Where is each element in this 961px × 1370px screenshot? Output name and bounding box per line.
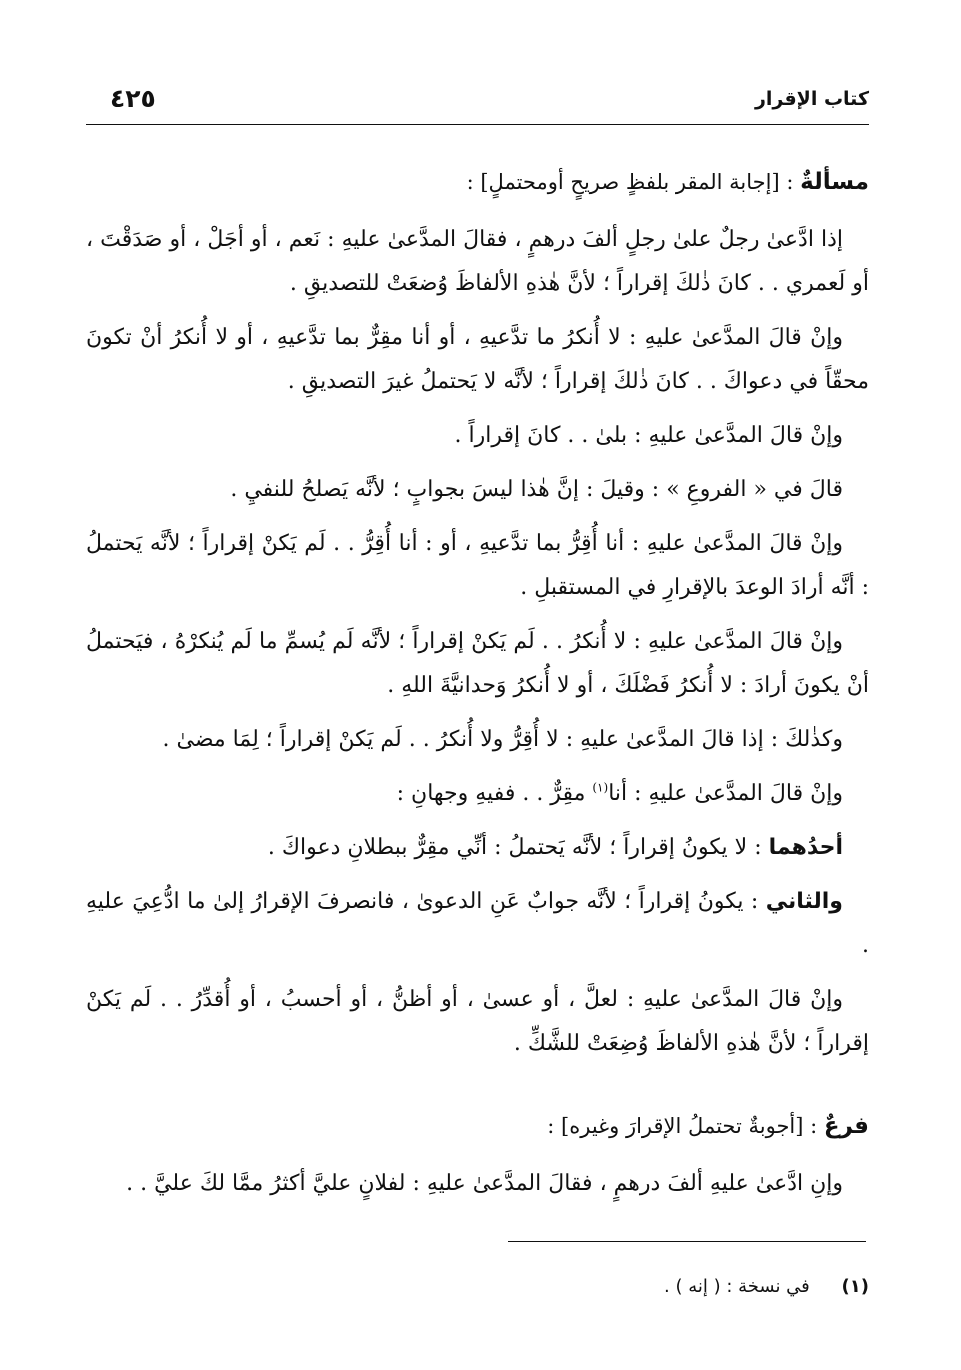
chapter-title: كتاب الإقرار <box>754 88 869 110</box>
opinion-second <box>86 880 869 968</box>
section-title: : [إجابة المقر بلفظٍ صريحٍ أومحتملٍ] : <box>466 170 794 194</box>
section-heading-masala <box>86 160 869 204</box>
opinion-text: : يكونُ إقراراً ؛ لأنَّه جوابٌ عَنِ الدعوىٰ ، فانصرفَ الإقرارُ إلىٰ ما ادُّعِيَ عليهِ . <box>86 889 869 958</box>
section-title: : [أجوبةٌ تحتملُ الإقرارَ وغيره] : <box>547 1114 818 1138</box>
opinion-label: والثاني <box>765 889 843 914</box>
paragraph: وإنْ قالَ المدَّعىٰ عليهِ : أنا أُقِرُّ بما تدَّعيهِ ، أو : أنا أُقِرُّ . . لَم يَكنْ إقراراً ؛ لأنَّه يَحتملُ : أنَّه أرادَ الوعدَ بالإقرارِ في المستقبلِ . <box>86 531 869 600</box>
main-text <box>86 160 869 1216</box>
paragraph: إذا ادَّعىٰ رجلٌ علىٰ رجلٍ ألفَ درهمٍ ، فقالَ المدَّعىٰ عليهِ : نَعم ، أو أجَلْ ، أو صَدَقْتَ ، أو لَعمري . . كانَ ذٰلكَ إقراراً ؛ لأنَّ هٰذهِ الألفاظَ وُضعَتْ للتصديقِ . <box>86 227 869 296</box>
page-number: ٤٢٥ <box>110 84 156 113</box>
paragraph-text: مقِرٌّ . . ففيهِ وجهانِ : <box>396 781 593 806</box>
paragraph: وكذٰلكَ : إذا قالَ المدَّعىٰ عليهِ : لا أُقِرُّ ولا أُنكرُ . . لَم يَكنْ إقراراً ؛ لِمَا مضىٰ . <box>162 727 843 752</box>
paragraph: وإنْ قالَ المدَّعىٰ عليهِ : لا أُنكرُ . . لَم يَكنْ إقراراً ؛ لأنَّه لَم يُسمِّ ما لَم يُنكرْهُ ، فيَحتملُ أنْ يكونَ أرادَ : لا أُنكرُ فَضْلَكَ ، أو لا أُنكرُ وَحدانيَّةَ اللهِ . <box>86 629 869 698</box>
running-header <box>88 84 869 118</box>
paragraph: وإنْ قالَ المدَّعىٰ عليهِ : بلىٰ . . كانَ إقراراً . <box>454 423 843 448</box>
paragraph-text: وإنْ قالَ المدَّعىٰ عليهِ : أنا <box>608 781 843 806</box>
footnote-number: (١) <box>841 1276 869 1297</box>
paragraph-with-footnote <box>86 772 869 816</box>
paragraph: وإنِ ادَّعىٰ عليهِ ألفَ درهمٍ ، فقالَ المدَّعىٰ عليهِ : لفلانٍ عليَّ أكثرُ ممَّا لكَ عليَّ . . <box>126 1171 843 1196</box>
section-label: فرعٌ <box>823 1113 869 1139</box>
section-label: مسألةٌ <box>800 169 869 195</box>
footnote <box>664 1276 869 1297</box>
footnote-marker[interactable]: (١) <box>592 780 609 795</box>
footnote-text: في نسخة : ( إنه ) . <box>664 1276 810 1297</box>
header-rule <box>86 124 869 125</box>
opinion-first <box>86 826 869 870</box>
section-gap <box>86 1076 869 1104</box>
footnote-rule <box>508 1241 866 1242</box>
opinion-text: : لا يكونُ إقراراً ؛ لأنَّه يَحتملُ : أنِّي مقِرٌّ ببطلانِ دعواكَ . <box>267 835 769 860</box>
section-heading-far <box>86 1104 869 1148</box>
paragraph: وإنْ قالَ المدَّعىٰ عليهِ : لعلَّ ، أو عسىٰ ، أو أظنُّ ، أو أحسبُ ، أو أُقدِّرُ . . لَم يَكنْ إقراراً ؛ لأنَّ هٰذهِ الألفاظَ وُضِعَتْ للشَّكِّ . <box>86 987 869 1056</box>
paragraph: قالَ في « الفروعِ » : وقيلَ : إنَّ هٰذا ليسَ بجوابٍ ؛ لأنَّه يَصلحُ للنفيِ . <box>230 477 843 502</box>
opinion-label: أحدُهما <box>768 835 843 860</box>
paragraph: وإنْ قالَ المدَّعىٰ عليهِ : لا أُنكرُ ما تدَّعيهِ ، أو أنا مقِرٌّ بما تدَّعيهِ ، أو لا أُنكرُ أنْ تكونَ محقّاً في دعواكَ . . كانَ ذٰلكَ إقراراً ؛ لأنَّه لا يَحتملُ غيرَ التصديقِ . <box>86 325 869 394</box>
